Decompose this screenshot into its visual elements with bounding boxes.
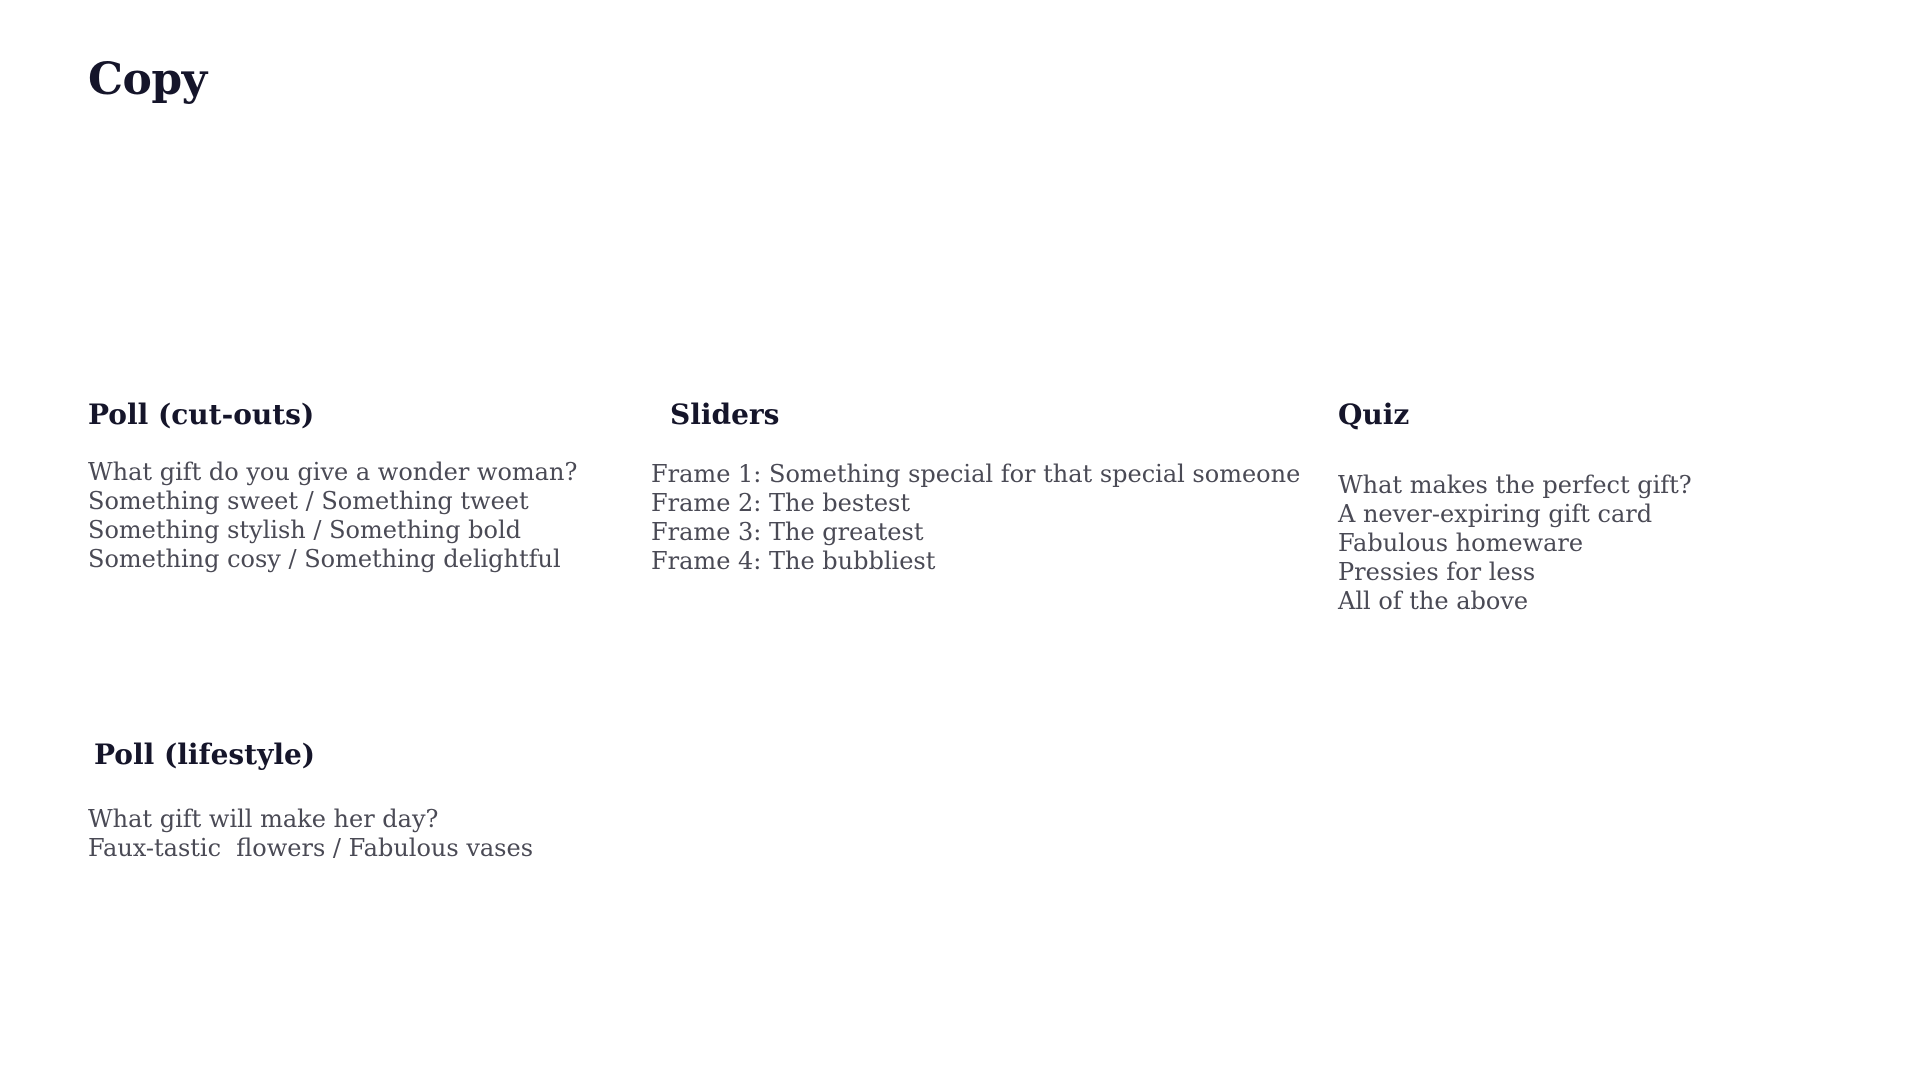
section-title: Poll (cut-outs) <box>88 398 315 431</box>
copy-line: What gift do you give a wonder woman? <box>88 458 578 486</box>
section-sliders <box>651 398 1300 576</box>
copy-line: A never-expiring gift card <box>1338 500 1653 528</box>
section-quiz <box>1338 398 1692 616</box>
copy-line: Fabulous homeware <box>1338 529 1584 557</box>
copy-line: Something cosy / Something delightful <box>88 545 561 573</box>
section-poll-lifestyle <box>88 738 533 863</box>
section-title: Sliders <box>670 398 780 431</box>
copy-line: Something sweet / Something tweet <box>88 487 529 515</box>
copy-line: Pressies for less <box>1338 558 1536 586</box>
copy-line: Faux-tastic flowers / Fabulous vases <box>88 834 534 862</box>
copy-line: Frame 3: The greatest <box>651 518 924 546</box>
copy-line: All of the above <box>1338 587 1529 615</box>
section-poll-cutouts <box>88 398 577 574</box>
copy-lines <box>651 460 1300 576</box>
copy-line: What gift will make her day? <box>88 805 439 833</box>
copy-line: What makes the perfect gift? <box>1338 471 1692 499</box>
copy-lines <box>88 805 533 863</box>
copy-lines <box>1338 471 1692 616</box>
section-title: Quiz <box>1338 398 1410 431</box>
copy-line: Frame 4: The bubbliest <box>651 547 936 575</box>
page-title: Copy <box>88 54 207 105</box>
copy-line: Frame 1: Something special for that special someone <box>651 460 1301 488</box>
section-title: Poll (lifestyle) <box>94 738 316 771</box>
copy-line: Something stylish / Something bold <box>88 516 521 544</box>
copy-line: Frame 2: The bestest <box>651 489 910 517</box>
copy-lines <box>88 458 577 574</box>
